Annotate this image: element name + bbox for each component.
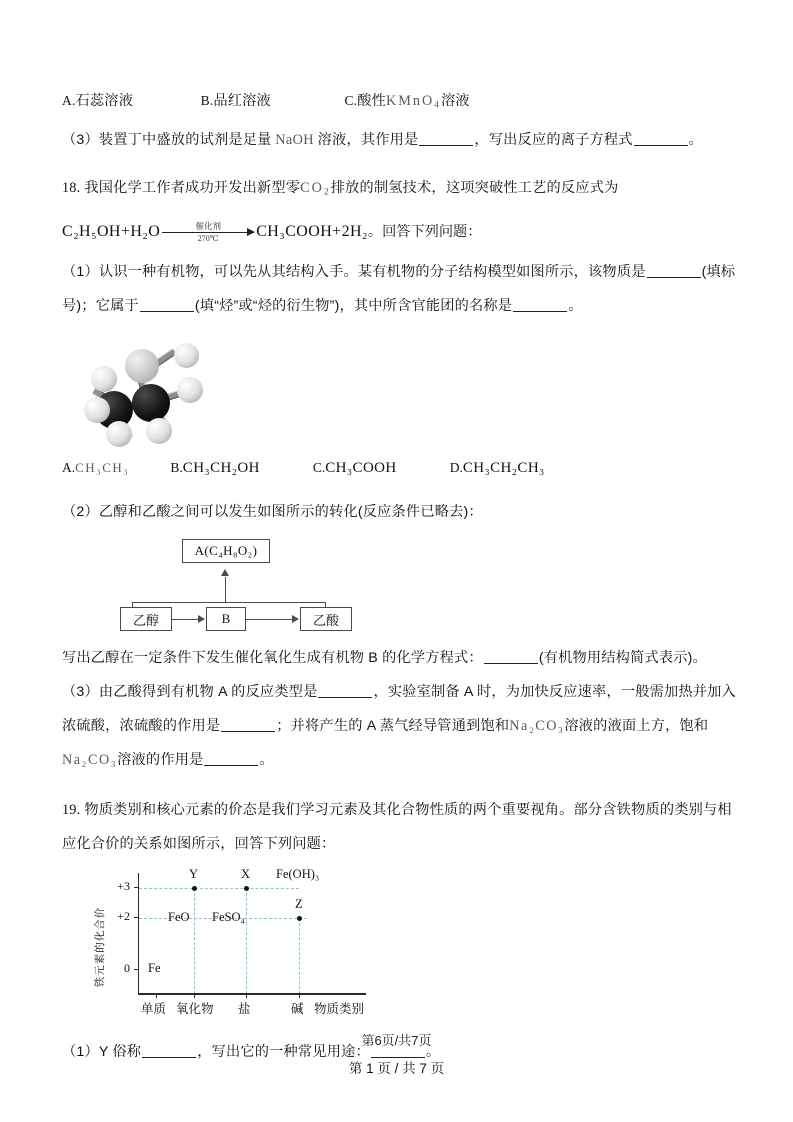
inner-page-footer: 第6页/共7页 [361,1033,432,1048]
chart-point-label-feoh3: Fe(OH)₃ [276,867,320,882]
page-number-footer: 第 1 页 / 共 7 页 [348,1061,445,1076]
q19-stem-text-2: 应化合价的关系如图所示，回答下列问题： [62,836,336,853]
chart-dot-z [297,916,302,921]
q18-stem-formula: $CO_2$ [300,179,331,198]
q18-part3-text-a: （3）由乙酸得到有机物 A 的反应类型是 [62,684,318,701]
q18-part1-line1 [62,255,734,289]
q18-part2-question-b: (有机物用结构简式表示)。 [538,650,707,667]
answer-blank[interactable] [513,298,567,312]
equation-products: CH₃COOH+2H₂ [256,223,368,241]
answer-blank[interactable] [140,298,194,312]
q18-part1-line2 [62,289,734,323]
chart-gridline-base [299,918,300,994]
q18-part3-line3 [62,743,734,777]
q18-stem [62,171,734,210]
chart-x-label-salt: 盐 [238,1002,251,1017]
chart-x-label-oxide: 氧化物 [176,1002,214,1017]
q18-option-b-letter: B. [170,460,183,476]
equation-tail: 。回答下列问题： [367,224,482,241]
q18-reaction-equation [62,217,734,247]
flow-arrow-up-icon [221,569,229,576]
chart-y-tick-label-3: +3 [117,879,130,894]
q19-part1-text-a: （1）Y 俗称 [62,1044,142,1061]
q19-part1-text-c: 。 [425,1044,441,1061]
q17-option-c-letter: C. [344,93,358,108]
q18-option-a-letter: A. [62,460,76,476]
answer-blank[interactable] [647,264,701,278]
answer-blank[interactable] [318,684,372,698]
q18-part3-text-e: 溶液的液面上方，饱和 [564,718,709,735]
q17-part3-mid: 溶液，其作用是 [317,131,419,148]
flow-box-ethanol [120,607,172,631]
flow-box-b-label: B [221,611,231,627]
chart-x-tick-oxide [194,993,195,998]
ester-conversion-flowchart [120,539,400,631]
q18-part3-formula-1: Na₂CO₃ [509,718,565,735]
q18-part2-question-a: 写出乙醇在一定条件下发生催化氧化生成有机物 B 的化学方程式： [62,650,483,667]
chart-x-axis [138,993,366,994]
flow-box-acetic-acid-label: 乙酸 [312,612,339,628]
chart-x-label-element: 单质 [141,1002,167,1017]
equation-condition-top: 催化剂 [195,220,221,231]
q18-option-a-formula: CH₃CH₃ [75,460,130,476]
hydrogen-atom-c [91,366,117,392]
q17-option-c-formula: KMnO$_4$ [386,93,442,111]
chart-gridline-plus3 [139,888,299,889]
q18-part3-text-f: 溶液的作用是 [117,752,204,769]
flow-line-vertical [225,577,226,603]
equation-condition-bottom: 270℃ [197,233,219,243]
flow-line-bus [132,602,326,603]
reaction-arrow-icon [162,221,254,244]
q17-option-a-letter: A. [62,93,76,108]
q17-options-row [62,84,734,123]
document-body [62,84,734,1069]
q18-stem-b: 排放的制氢技术，这项突破性工艺的反应式为 [330,179,619,196]
q18-part1-text-d: (填“烃”或“烃的衍生物”)，其中所含官能团的名称是 [194,298,513,315]
q18-part3-text-c: 浓硫酸，浓硫酸的作用是 [62,718,221,735]
chart-point-label-fe: Fe [148,961,161,976]
chart-point-label-x: X [241,867,251,882]
q17-option-a-text: 石蕊溶液 [75,93,134,109]
chart-dot-y [192,886,197,891]
chart-x-tick-base [299,993,300,998]
q17-option-b-text: 品红溶液 [213,93,271,109]
answer-blank[interactable] [634,131,688,145]
answer-blank[interactable] [484,650,538,664]
q18-part2-question [62,641,734,675]
chart-gridline-salt [246,888,247,994]
ethanol-molecule-model [78,329,228,447]
answer-blank[interactable] [204,752,258,766]
flow-box-b [206,607,246,631]
chart-x-tick-salt [246,993,247,998]
q18-part1-text-c: 号)；它属于 [62,298,139,315]
chart-gridline-oxide [194,888,195,994]
q17-part3-mid2: ，写出反应的离子方程式 [474,131,633,148]
q19-number: 19. [62,802,81,819]
q18-part3-text-d: ；并将产生的 A 蒸气经导管通到饱和 [276,718,510,735]
q17-option-b-letter: B. [200,93,214,108]
hydrogen-atom-a [177,377,203,403]
q17-option-c-suffix: 溶液 [441,93,470,109]
chart-y-tick-label-2: +2 [117,909,130,924]
q18-option-c-letter: C. [312,460,326,476]
flow-box-acetic-acid [300,607,352,631]
q19-stem-line1 [62,793,734,827]
chart-point-label-y: Y [189,867,199,882]
chart-x-axis-title: 物质类别 [314,1002,365,1017]
q18-option-c-formula: CH₃COOH [325,460,397,477]
q19-stem-line2 [62,827,734,861]
q18-option-d-formula: CH₃CH₂CH₃ [462,460,545,477]
answer-blank[interactable] [419,131,473,145]
q17-part3-end: 。 [688,131,704,148]
q18-part2-intro [62,495,734,529]
q18-part1-text-b: (填标 [701,264,736,281]
flow-box-product-a-label: A(C₄H₈O₂) [194,543,258,559]
chart-y-tick-label-0: 0 [124,961,130,976]
hydrogen-atom-b [146,418,172,444]
chart-y-axis-label: 铁元素的化合价 [94,907,106,988]
q17-option-c-prefix: 酸性 [357,93,386,109]
q18-part3-text-b: ，实验室制备 A 时，为加快反应速率，一般需加热并加入 [373,684,736,701]
q18-part3-line2 [62,709,734,743]
hydrogen-atom-hydroxyl [174,343,199,368]
q17-part3-prefix: （3）装置丁中盛放的试剂是足量 [62,131,272,148]
chart-x-tick-element [156,993,157,998]
q18-part1-text-e: 。 [568,298,583,315]
q18-part1-text-a: （1）认识一种有机物，可以先从其结构入手。某有机物的分子结构模型如图所示，该物质是 [62,264,646,281]
answer-blank[interactable] [221,718,275,732]
hydrogen-atom-e [106,421,132,447]
q18-part3-formula-2: Na₂CO₃ [62,752,118,769]
flow-line-ethanol-to-b [172,619,199,620]
q17-part3-reagent: NaOH [275,131,314,148]
chart-dot-x [244,886,249,891]
q18-part2-intro-text: （2）乙醇和乙酸之间可以发生如图所示的转化(反应条件已略去)： [62,504,483,521]
chart-y-axis [138,873,139,995]
chart-point-label-z: Z [295,897,303,912]
q18-option-b-formula: CH₃CH₂OH [182,460,260,477]
q18-part3-line1 [62,675,734,709]
q18-stem-a: 我国化学工作者成功开发出新型零 [84,179,301,196]
q19-part1-text-b: ，写出它的一种常见用途： [197,1044,370,1061]
flow-line-b-to-acid [246,619,293,620]
chart-point-label-feso4: FeSO₄ [212,910,245,925]
q18-option-d-letter: D. [449,460,463,476]
q17-part3 [62,123,734,157]
q18-part3-text-g: 。 [259,752,274,769]
equation-reactants: C₂H₅OH+H₂O [62,223,161,241]
q18-options-row [62,453,734,483]
flow-box-ethanol-label: 乙醇 [132,612,159,628]
flow-arrow-right-icon-2 [292,615,299,623]
oxygen-atom [125,349,159,383]
q19-stem-text-1: 物质类别和核心元素的价态是我们学习元素及其化合物性质的两个重要视角。部分含铁物质的类别与相 [84,802,732,819]
flow-arrow-right-icon-1 [198,615,205,623]
iron-valence-category-chart [86,869,386,1021]
chart-x-label-base: 碱 [291,1002,304,1017]
flow-box-product-a [182,539,270,563]
chart-y-tick-0 [134,969,139,970]
q18-number: 18. [62,179,81,196]
chart-point-label-feo: FeO [168,910,190,925]
